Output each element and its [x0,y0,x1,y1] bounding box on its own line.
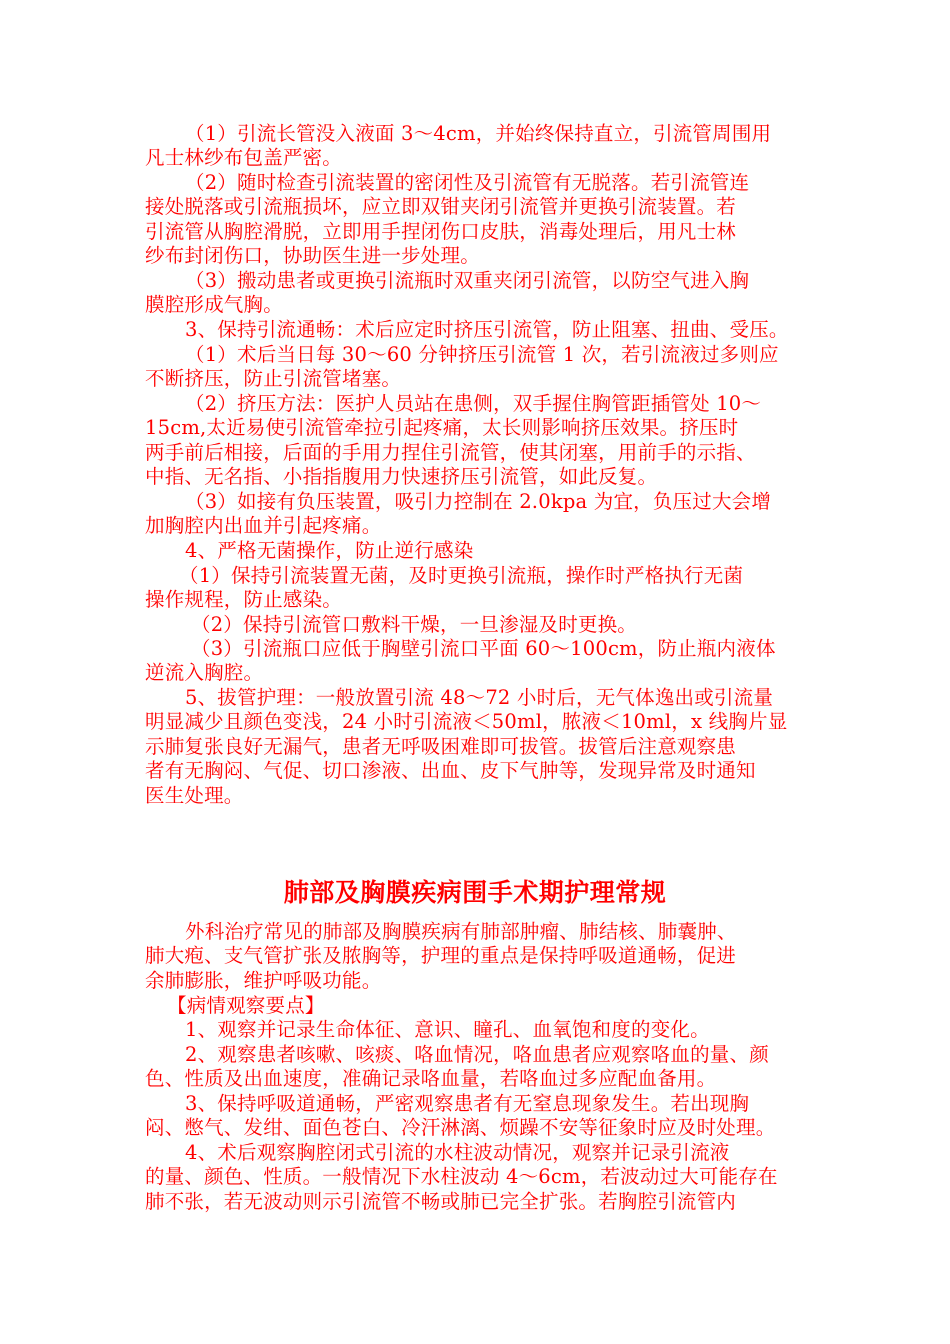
paragraph-seal-drainage-1 [145,122,815,171]
text-line: 加胸腔内出血并引起疼痛。 [145,514,382,538]
text-line: 肺大疱、支气管扩张及脓胸等，护理的重点是保持呼吸道通畅，促进 [145,944,737,968]
paragraph-aseptic-3 [145,637,815,686]
text-line: 中指、无名指、小指指腹用力快速挤压引流管，如此反复。 [145,465,658,489]
paragraph-squeeze-method [145,392,815,490]
text-line: 【病情观察要点】 [167,994,325,1017]
paragraph-observe-2 [145,1043,815,1092]
text-line: 色、性质及出血速度，准确记录咯血量，若咯血过多应配血备用。 [145,1067,717,1091]
text-line: 医生处理。 [145,783,244,807]
text-line: 肺不张，若无波动则示引流管不畅或肺已完全扩张。若胸腔引流管内 [145,1189,737,1213]
text-line: 不断挤压，防止引流管堵塞。 [145,367,402,391]
text-line: 2、观察患者咳嗽、咳痰、咯血情况，咯血患者应观察咯血的量、颜 [185,1043,769,1066]
text-line: 4、术后观察胸腔闭式引流的水柱波动情况，观察并记录引流液 [185,1141,730,1164]
text-line: 纱布封闭伤口，协助医生进一步处理。 [145,244,480,268]
text-line: 5、拔管护理：一般放置引流 48～72 小时后，无气体逸出或引流量 [185,686,774,709]
paragraph-aseptic-2 [145,613,815,637]
paragraph-observe-4 [145,1141,815,1214]
text-line: （2）随时检查引流装置的密闭性及引流管有无脱落。若引流管连 [185,171,750,194]
text-line: 凡士林纱布包盖严密。 [145,146,343,170]
section-title: 肺部及胸膜疾病围手术期护理常规 [283,878,667,907]
text-line: 操作规程，防止感染。 [145,588,343,612]
text-line: 逆流入胸腔。 [145,661,264,685]
paragraph-keep-patent [145,318,815,342]
text-line: 3、保持呼吸道通畅，严密观察患者有无窒息现象发生。若出现胸 [185,1092,750,1115]
text-line: 者有无胸闷、气促、切口渗液、出血、皮下气肿等，发现异常及时通知 [145,759,756,783]
text-line: 闷、憋气、发绀、面色苍白、冷汗淋漓、烦躁不安等征象时应及时处理。 [145,1116,776,1140]
text-line: 明显减少且颜色变浅，24 小时引流液＜50ml，脓液＜10ml，x 线胸片显 [145,710,788,734]
paragraph-squeeze-frequency [145,343,815,392]
text-line: （1）术后当日每 30～60 分钟挤压引流管 1 次，若引流液过多则应 [185,343,779,366]
text-line: 余肺膨胀，维护呼吸功能。 [145,968,382,992]
text-line: （3）引流瓶口应低于胸壁引流口平面 60～100cm，防止瓶内液体 [191,637,776,660]
text-line: （2）保持引流管口敷料干燥，一旦渗湿及时更换。 [191,613,638,636]
text-line: （2）挤压方法：医护人员站在患侧，双手握住胸管距插管处 10～ [185,392,762,415]
paragraph-aseptic-1 [145,564,815,613]
paragraph-observe-3 [145,1092,815,1141]
text-line: 膜腔形成气胸。 [145,293,283,317]
text-line: （1）保持引流装置无菌，及时更换引流瓶，操作时严格执行无菌 [179,564,744,587]
paragraph-tube-removal [145,686,815,808]
text-line: （3）搬动患者或更换引流瓶时双重夹闭引流管，以防空气进入胸 [185,269,750,292]
text-line: 3、保持引流通畅：术后应定时挤压引流管，防止阻塞、扭曲、受压。 [185,318,789,341]
text-line: 接处脱落或引流瓶损坏，应立即双钳夹闭引流管并更换引流装置。若 [145,195,737,219]
paragraph-intro [145,920,815,993]
text-line: 15cm,太近易使引流管牵拉引起疼痛，太长则影响挤压效果。挤压时 [145,416,739,440]
text-line: 引流管从胸腔滑脱，立即用手捏闭伤口皮肤，消毒处理后，用凡士林 [145,219,737,243]
paragraph-seal-drainage-3 [145,269,815,318]
text-line: （1）引流长管没入液面 3～4cm，并始终保持直立，引流管周围用 [185,122,772,145]
text-line: 两手前后相接，后面的手用力捏住引流管，使其闭塞，用前手的示指、 [145,440,756,464]
text-line: 4、严格无菌操作，防止逆行感染 [185,539,474,562]
subheading-observation [145,994,815,1018]
paragraph-negative-pressure [145,490,815,539]
text-line: 1、观察并记录生命体征、意识、瞳孔、血氧饱和度的变化。 [185,1018,710,1041]
paragraph-aseptic [145,539,815,563]
text-line: 的量、颜色、性质。一般情况下水柱波动 4～6cm，若波动过大可能存在 [145,1165,778,1189]
paragraph-observe-1 [145,1018,815,1042]
text-line: （3）如接有负压装置，吸引力控制在 2.0kpa 为宜，负压过大会增 [185,490,772,513]
text-line: 外科治疗常见的肺部及胸膜疾病有肺部肿瘤、肺结核、肺囊肿、 [185,920,737,943]
paragraph-seal-drainage-2 [145,171,815,269]
text-line: 示肺复张良好无漏气，患者无呼吸困难即可拔管。拔管后注意观察患 [145,734,737,758]
